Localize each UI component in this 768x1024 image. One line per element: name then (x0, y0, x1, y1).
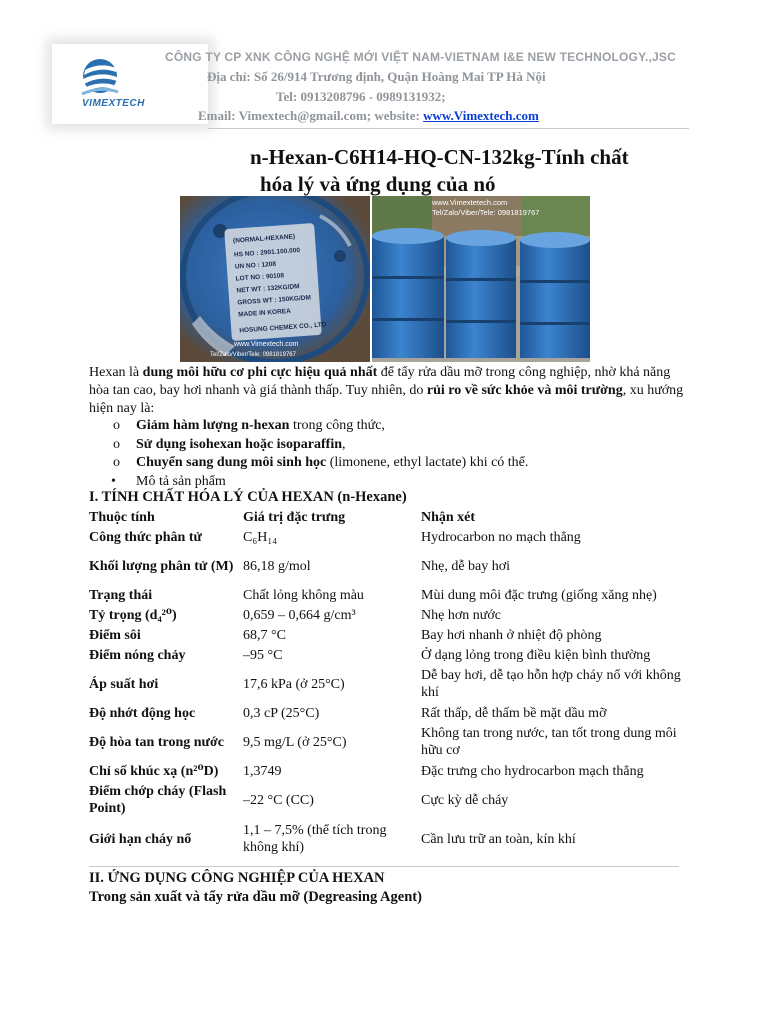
intro-text-3: , xu hướng hiện nay là: (89, 383, 684, 416)
table-row (89, 547, 683, 585)
property-value: 0,3 cP (25°C) (243, 705, 320, 721)
label-line-1: (NORMAL-HEXANE) (232, 233, 296, 245)
table-row (89, 605, 683, 625)
table-row (89, 665, 683, 703)
column-header: Giá trị đặc trưng (243, 509, 346, 525)
table-row (89, 781, 683, 819)
property-name: Áp suất hơi (89, 676, 159, 692)
drum-right (520, 232, 590, 358)
property-value: –95 °C (243, 647, 283, 663)
circle-bullet-icon: o (113, 436, 120, 452)
property-name: Điểm nóng chảy (89, 647, 186, 663)
logo-wordmark: VIMEXTECH (82, 98, 145, 109)
table-row (89, 723, 683, 761)
label-line-7: MADE IN KOREA (237, 307, 292, 319)
circle-bullet-icon: o (113, 418, 120, 433)
photo2-watermark-1: www.Vimextetech.com (432, 198, 508, 207)
intro-paragraph (89, 364, 685, 418)
intro-text-2: để tẩy rửa dầu mỡ trong công nghiệp, nhờ khả năng hòa tan cao, bay hơi nhanh và giá thành thấp. Tuy nhiên, do (89, 365, 671, 398)
property-note: Nhẹ hơn nước (421, 607, 501, 623)
list-item-text: Mô tả sản phẩm (136, 473, 226, 489)
blue-drums-photo (372, 196, 590, 362)
property-value: 86,18 g/mol (243, 558, 311, 574)
label-line-2: HS NO : 2901.100.000 (233, 247, 301, 259)
property-value: 9,5 mg/L (ở 25°C) (243, 734, 347, 750)
property-name: Độ hòa tan trong nước (89, 734, 224, 750)
table-row (89, 527, 683, 547)
email-text: Email: Vimextech@gmail.com; website: (198, 108, 424, 123)
title-line-1: n-Hexan-C6H14-HQ-CN-132kg-Tính chất (250, 145, 629, 169)
section-2-heading: II. ỨNG DỤNG CÔNG NGHIỆP CỦA HEXAN (89, 870, 385, 886)
property-name: Điểm chớp cháy (Flash Point) (89, 784, 227, 816)
property-value: 68,7 °C (243, 627, 286, 643)
label-line-8: HOSUNG CHEMEX CO., LTD (239, 321, 327, 335)
property-value: 17,6 kPa (ở 25°C) (243, 676, 345, 692)
letterhead (0, 0, 768, 130)
property-note: Rất thấp, dễ thấm bề mặt dầu mỡ (421, 705, 607, 721)
company-address: Địa chỉ: Số 26/914 Trương định, Quận Hoàng Mai TP Hà Nội (207, 69, 546, 84)
table-row (89, 625, 683, 645)
company-phone: Tel: 0913208796 - 0989131932; (276, 89, 446, 104)
table-row (89, 819, 683, 859)
section-divider (89, 866, 679, 867)
table-row (89, 585, 683, 605)
property-name: Điểm sôi (89, 627, 141, 643)
property-name: Độ nhớt động học (89, 705, 196, 721)
drum-left (372, 228, 444, 358)
property-note: Mùi dung môi đặc trưng (giống xăng nhẹ) (421, 587, 657, 603)
property-value: –22 °C (CC) (243, 792, 314, 808)
label-line-4: LOT NO : 90108 (235, 272, 285, 283)
photo1-watermark-2: Tel/Zalo/Viber/Tele: 0981819767 (210, 352, 296, 358)
table-row (89, 645, 683, 665)
circle-bullet-icon: o (113, 455, 120, 470)
intro-text-1: Hexan là (89, 365, 143, 380)
company-name: CÔNG TY CP XNK CÔNG NGHỆ MỚI VIỆT NAM-VIETNAM I&E NEW TECHNOLOGY.,JSC (165, 50, 676, 64)
label-line-6: GROSS WT : 150KG/DM (237, 294, 312, 307)
section-1-heading: I. TÍNH CHẤT HÓA LÝ CỦA HEXAN (n-Hexane) (89, 489, 407, 505)
list-item-bold: Giảm hàm lượng n-hexan (136, 418, 290, 433)
property-name: Chỉ số khúc xạ (n²⁰D) (89, 763, 219, 779)
website-link[interactable]: www.Vimextech.com (423, 108, 539, 123)
property-name: Trạng thái (89, 587, 153, 603)
table-row (89, 761, 683, 781)
properties-table (89, 507, 683, 859)
bullet-icon: • (111, 473, 116, 489)
list-item-bold: Chuyển sang dung môi sinh học (136, 455, 327, 470)
property-value: 0,659 – 0,664 g/cm³ (243, 607, 356, 623)
property-note: Dễ bay hơi, dễ tạo hỗn hợp cháy nổ với không khí (421, 668, 681, 700)
property-name: Khối lượng phân tử (M) (89, 558, 234, 574)
list-item (89, 454, 689, 473)
list-item-text: , (342, 436, 346, 452)
table-row (89, 703, 683, 723)
column-header: Nhận xét (421, 509, 476, 525)
property-value: 1,3749 (243, 763, 282, 779)
photo2-watermark-2: Tel/Zalo/Viber/Tele: 0981819767 (432, 208, 540, 217)
property-note: Ở dạng lỏng trong điều kiện bình thường (421, 647, 651, 663)
drum-middle (446, 230, 516, 358)
photo1-watermark-1: www.Vimextech.com (234, 341, 299, 348)
column-header: Thuộc tính (89, 509, 155, 525)
intro-bold-1: dung môi hữu cơ phi cực hiệu quả nhất (142, 365, 378, 380)
drum-label-photo (180, 196, 370, 362)
property-note: Bay hơi nhanh ở nhiệt độ phòng (421, 627, 602, 643)
property-value: 1,1 – 7,5% (thể tích trong không khí) (243, 823, 387, 855)
company-contact (198, 108, 539, 124)
property-value: C₆H₁₄ (243, 529, 278, 545)
globe-logo-icon (80, 56, 120, 100)
list-item (89, 417, 689, 436)
list-item-text: trong công thức, (289, 418, 385, 433)
property-note: Hydrocarbon no mạch thẳng (421, 529, 581, 545)
label-line-3: UN NO : 1208 (234, 260, 277, 271)
property-value: Chất lỏng không màu (243, 587, 364, 603)
trend-list (89, 417, 689, 491)
property-note: Nhẹ, dễ bay hơi (421, 558, 511, 574)
property-note: Không tan trong nước, tan tốt trong dung môi hữu cơ (421, 726, 677, 758)
list-item-bold: Sử dụng isohexan hoặc isoparaffin (136, 436, 343, 452)
property-name: Giới hạn cháy nổ (89, 831, 192, 847)
property-note: Cực kỳ dễ cháy (421, 792, 509, 808)
property-name: Tỷ trọng (d₄²⁰) (89, 607, 177, 623)
label-line-5: NET WT : 132KG/DM (236, 283, 300, 295)
property-note: Đặc trưng cho hydrocarbon mạch thẳng (421, 763, 644, 779)
section-2-subheading: Trong sản xuất và tẩy rửa dầu mỡ (Degreasing Agent) (89, 889, 422, 905)
list-item-text: (limonene, ethyl lactate) khi có thể. (326, 455, 529, 470)
title-line-2: hóa lý và ứng dụng của nó (260, 172, 496, 196)
list-item (89, 436, 689, 455)
property-note: Cần lưu trữ an toàn, kín khí (421, 831, 576, 847)
document-title (250, 144, 690, 198)
property-name: Công thức phân tử (89, 529, 202, 545)
table-header-row (89, 507, 683, 527)
header-divider (208, 128, 689, 129)
intro-bold-2: rủi ro về sức khỏe và môi trường (426, 383, 623, 398)
